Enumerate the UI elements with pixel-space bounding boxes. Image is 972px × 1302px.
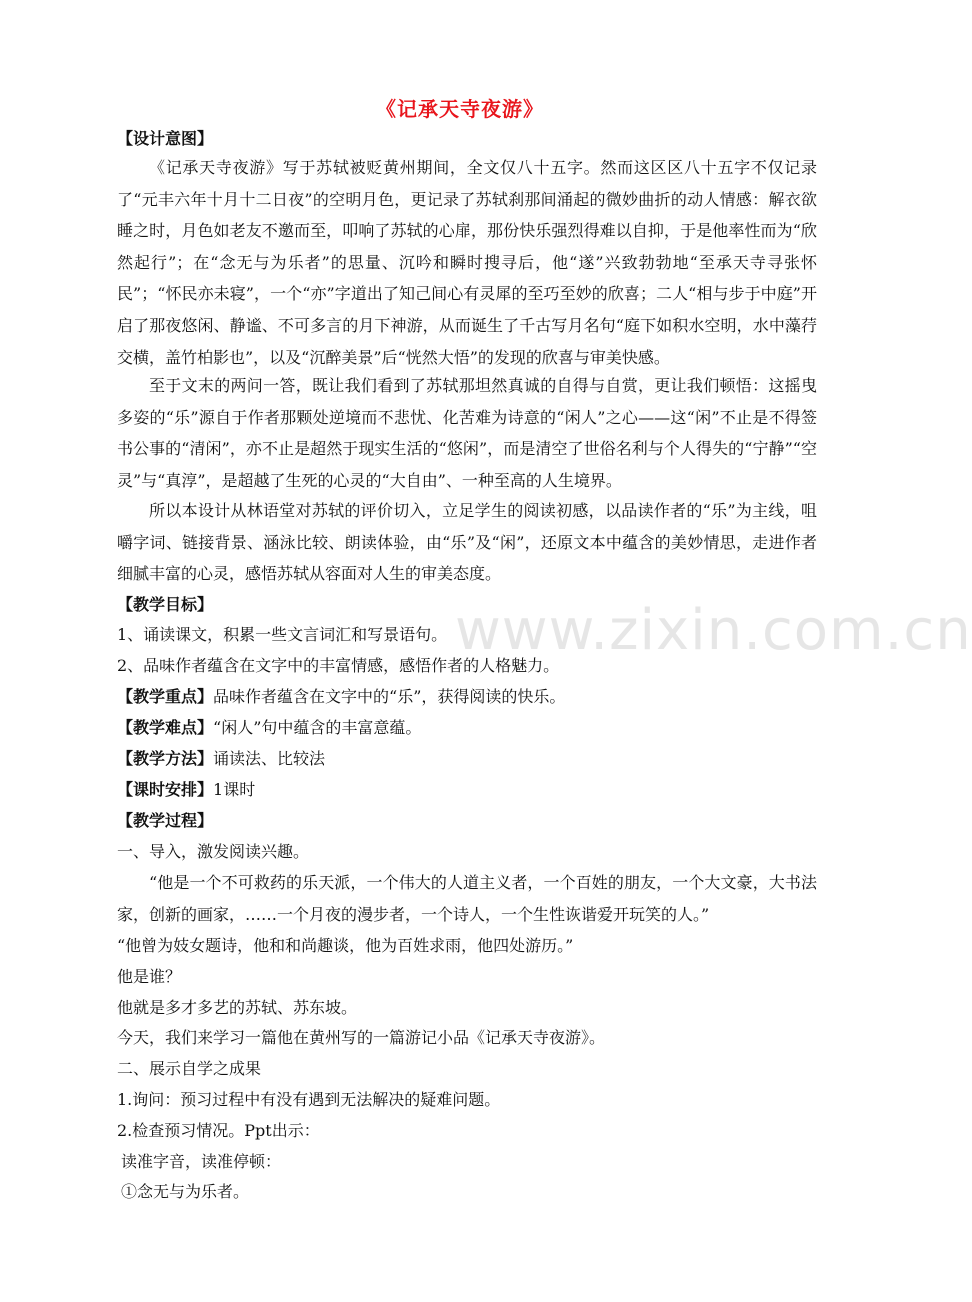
today-intro: 今天，我们来学习一篇他在黄州写的一篇游记小品《记承天寺夜游》。 [117,1028,606,1047]
design-paragraph-1: 《记承天寺夜游》写于苏轼被贬黄州期间，全文仅八十五字。然而这区区八十五字不仅记录了“元丰六年十月十二日夜”的空明月色，更记录了苏轼刹那间涌起的微妙曲折的动人情感：解衣欲睡之时，月色如老友不邀而至，叩响了苏轼的心扉，那份快乐强烈得难以自抑，于是他率性而为“欣然起行”；在“念无与为乐者”的思量、沉吟和瞬时搜寻后，他“遂”兴致勃勃地“至承天寺寻张怀民”；“怀民亦未寝”，一个“亦”字道出了知己间心有灵犀的至巧至妙的欣喜；二人“相与步于中庭”开启了那夜悠闲、静谧、不可多言的月下神游，从而诞生了千古写月名句“庭下如积水空明，水中藻荇交横，盖竹柏影也”，以及“沉醉美景”后“恍然大悟”的发现的欣喜与审美快感。 [117,158,817,367]
question-who: 他是谁？ [117,967,182,986]
watermark: www.zixin.com.cn [455,598,972,663]
section-heading-process: 【教学过程】 [117,811,214,830]
read-instruction: 读准字音，读准停顿： [121,1152,282,1171]
section-heading-goals: 【教学目标】 [117,595,214,614]
focus-text: 品味作者蕴含在文字中的“乐”，获得阅读的快乐。 [213,687,566,706]
quote-2 [117,935,573,957]
method-text: 诵读法、比较法 [213,749,326,768]
difficulty-text: “闲人”句中蕴含的丰富意蕴。 [213,718,422,737]
goal-item-1: 1、诵读课文，积累一些文言词汇和写景语句。 [117,625,448,644]
teaching-difficulty [117,717,421,739]
design-paragraph-3: 所以本设计从林语堂对苏轼的评价切入，立足学生的阅读初感，以品读作者的“乐”为主线，咀嚼字词、链接背景、涵泳比较、朗读体验，由“乐”及“闲”，还原文本中蕴含的美妙情思，走进作者细腻丰富的心灵，感悟苏轼从容面对人生的审美态度。 [117,501,817,584]
difficulty-label: 【教学难点】 [117,718,214,737]
document-title: 《记承天寺夜游》 [376,97,544,121]
section-heading-design: 【设计意图】 [117,129,214,148]
step-2-check: 2.检查预习情况。Ppt出示： [117,1121,320,1140]
reading-item-1: ①念无与为乐者。 [121,1182,250,1201]
quote-1: “他是一个不可救药的乐天派，一个伟大的人道主义者，一个百姓的朋友，一个大文豪，大书法家，创新的画家，……一个月夜的漫步者，一个诗人，一个生性诙谐爱开玩笑的人。” [117,873,817,924]
method-label: 【教学方法】 [117,749,214,768]
focus-label: 【教学重点】 [117,687,214,706]
design-paragraph-2: 至于文末的两问一答，既让我们看到了苏轼那坦然真诚的自得与自赏，更让我们顿悟：这摇曳多姿的“乐”源自于作者那颗处逆境而不悲忧、化苦难为诗意的“闲人”之心——这“闲”不止是不得签书公事的“清闲”，亦不止是超然于现实生活的“悠闲”，而是清空了世俗名利与个人得失的“宁静”“空灵”与“真淳”，是超越了生死的心灵的“大自由”、一种至高的人生境界。 [117,376,817,490]
class-schedule [117,779,255,801]
time-label: 【课时安排】 [117,780,214,799]
time-text: 1课时 [213,780,256,799]
process-step-2: 二、展示自学之成果 [117,1059,262,1078]
goal-item-2: 2、品味作者蕴含在文字中的丰富情感，感悟作者的人格魅力。 [117,656,560,675]
teaching-method [117,748,325,770]
teaching-focus [117,686,565,708]
quote-2-text: “他曾为妓女题诗，他和和尚趣谈，他为百姓求雨，他四处游历。” [117,936,574,955]
answer-who: 他就是多才多艺的苏轼、苏东坡。 [117,998,358,1017]
process-step-1: 一、导入，激发阅读兴趣。 [117,842,310,861]
step-2-ask: 1.询问：预习过程中有没有遇到无法解决的疑难问题。 [117,1090,501,1109]
